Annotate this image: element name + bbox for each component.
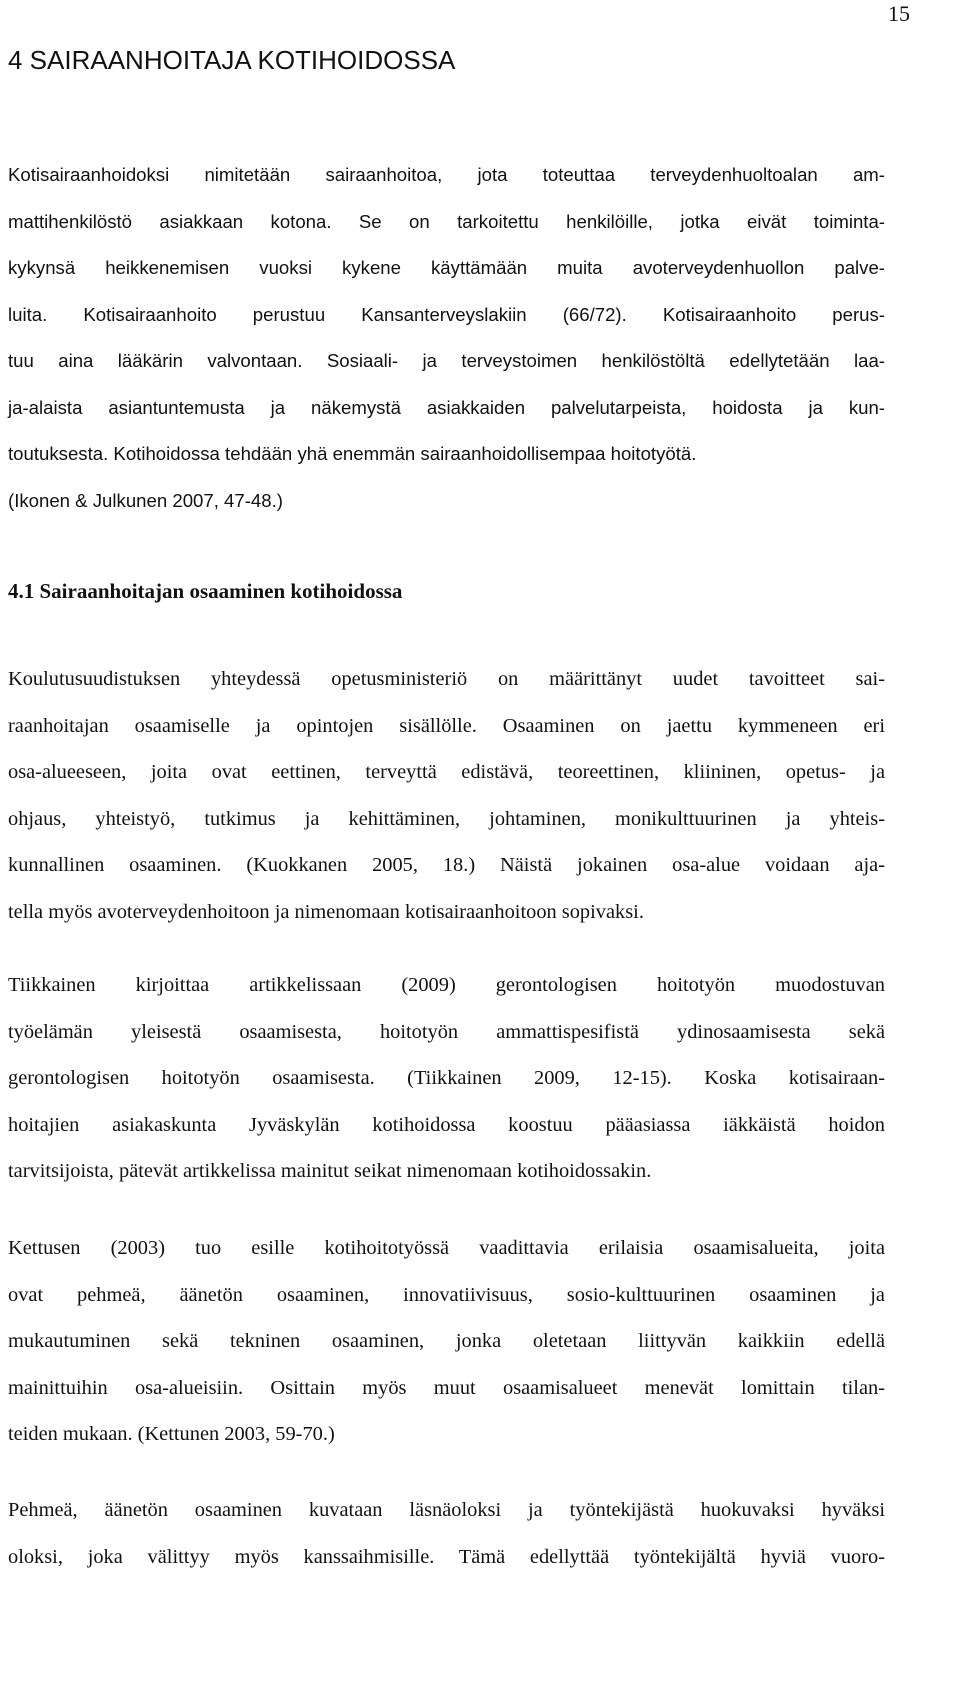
text-line: hoitajien asiakaskunta Jyväskylän kotihoidossa koostuu pääasiassa iäkkäistä hoidon: [8, 1113, 885, 1136]
text-line: tella myös avoterveydenhoitoon ja nimenomaan kotisairaanhoitoon sopivaksi.: [8, 900, 644, 923]
text-line: ovat pehmeä, äänetön osaaminen, innovatiivisuus, sosio-kulttuurinen osaaminen ja: [8, 1283, 885, 1306]
text-line: luita. Kotisairaanhoito perustuu Kansanterveyslakiin (66/72). Kotisairaanhoito perus-: [8, 303, 885, 325]
paragraph-soft-skills: [8, 1487, 885, 1580]
page-number: 15: [888, 1, 910, 26]
text-line: kunnallinen osaaminen. (Kuokkanen 2005, 18.) Näistä jokainen osa-alue voidaan aja-: [8, 854, 885, 876]
paragraph-kettunen: [8, 1225, 885, 1458]
text-line: teiden mukaan. (Kettunen 2003, 59-70.): [8, 1423, 335, 1445]
text-line: kykynsä heikkenemisen vuoksi kykene käyttämään muita avoterveydenhuollon palve-: [8, 257, 885, 278]
text-line: ja-alaista asiantuntemusta ja näkemystä asiakkaiden palvelutarpeista, hoidosta ja kun-: [8, 396, 885, 418]
text-line: tarvitsijoista, pätevät artikkelissa mainitut seikat nimenomaan kotihoidossakin.: [8, 1160, 652, 1182]
paragraph-tiikkainen: [8, 962, 885, 1195]
text-line: (Ikonen & Julkunen 2007, 47-48.): [8, 489, 283, 511]
text-line: toutuksesta. Kotihoidossa tehdään yhä enemmän sairaanhoidollisempaa hoitotyötä.: [8, 443, 697, 464]
text-line: Kettusen (2003) tuo esille kotihoitotyössä vaadittavia erilaisia osaamisalueita, joita: [8, 1237, 885, 1259]
text-line: mukautuminen sekä tekninen osaaminen, jonka oletetaan liittyvän kaikkiin edellä: [8, 1330, 885, 1352]
section-heading: 4.1 Sairaanhoitajan osaaminen kotihoidossa: [8, 579, 403, 603]
text-line: oloksi, joka välittyy myös kanssaihmisille. Tämä edellyttää työntekijältä hyviä vuoro-: [8, 1545, 885, 1568]
text-line: Tiikkainen kirjoittaa artikkelissaan (2009) gerontologisen hoitotyön muodostuvan: [8, 974, 885, 996]
text-line: Kotisairaanhoidoksi nimitetään sairaanhoitoa, jota toteuttaa terveydenhuoltoalan am-: [8, 164, 885, 185]
chapter-heading: 4 SAIRAANHOITAJA KOTIHOIDOSSA: [8, 45, 456, 75]
text-line: ohjaus, yhteistyö, tutkimus ja kehittäminen, johtaminen, monikulttuurinen ja yhteis-: [8, 807, 885, 830]
text-line: Pehmeä, äänetön osaaminen kuvataan läsnäoloksi ja työntekijästä huokuvaksi hyväksi: [8, 1499, 885, 1521]
text-line: mattihenkilöstö asiakkaan kotona. Se on tarkoitettu henkilöille, jotka eivät toiminta-: [8, 210, 885, 232]
paragraph-competence: [8, 656, 885, 935]
text-line: työelämän yleisestä osaamisesta, hoitotyön ammattispesifistä ydinosaamisesta sekä: [8, 1020, 885, 1043]
paragraph-intro: [8, 152, 885, 524]
text-line: mainittuihin osa-alueisiin. Osittain myös muut osaamisalueet menevät lomittain tilan-: [8, 1376, 885, 1399]
text-line: osa-alueeseen, joita ovat eettinen, terveyttä edistävä, teoreettinen, kliininen, opetus- ja: [8, 761, 885, 783]
text-line: raanhoitajan osaamiselle ja opintojen sisällölle. Osaaminen on jaettu kymmeneen eri: [8, 714, 885, 737]
text-line: Koulutusuudistuksen yhteydessä opetusministeriö on määrittänyt uudet tavoitteet sai-: [8, 668, 885, 690]
text-line: tuu aina lääkärin valvontaan. Sosiaali- ja terveystoimen henkilöstöltä edellytetään laa-: [8, 350, 885, 371]
text-line: gerontologisen hoitotyön osaamisesta. (Tiikkainen 2009, 12-15). Koska kotisairaan-: [8, 1067, 885, 1089]
